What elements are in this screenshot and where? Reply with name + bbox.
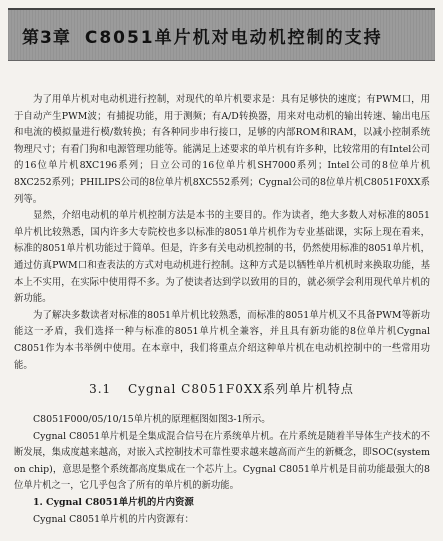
subsection-title: 1. Cygnal C8051单片机的片内资源 [33,496,194,508]
paragraph: Cygnal C8051单片机是全集成混合信号在片系统单片机。在片系统是随着半导体生产技术的不断发展，集成度越来越高，对嵌入式控制技术可靠性要求越来越高而产生的新概念，即SOC(system on chip)，意思是整个系统都高度集成在一个芯片上。Cygnal C8051单片机是目前功能最强大的8位单片机之一，它几乎包含了所有的单片机的新功能。 [14,430,430,492]
paragraph: C8051F000/05/10/15单片机的原理框图如图3-1所示。 [33,414,271,425]
paragraph: Cygnal C8051单片机的片内资源有： [33,513,194,525]
section-text [14,412,430,528]
section-heading [0,380,443,397]
chapter-title: C8051单片机对电动机控制的支持 [84,27,383,48]
paragraph: 显然，介绍电动机的单片机控制方法是本书的主要目的。作为读者，绝大多数人对标准的8051单片机比较熟悉，国内许多大专院校也多以标准的8051单片机作为专业基础课，实际上现在看来，标准的8051单片机功能过于简单。但是，许多有关电动机控制的书，仍然使用标准的8051单片机，通过仿真PWM口和查表法的方式对电动机进行控制。这种方式是以牺牲单片机机时来换取功能，基本上不实用，在实际中使用得不多。为了使读者达到学以致用的目的，就必须学会利用现代单片机的新功能。 [14,210,430,305]
chapter-banner [8,8,435,61]
chapter-label: 第3章 [22,27,71,48]
paragraph: 为了解决多数读者对标准的8051单片机比较熟悉，而标准的8051单片机又不具备PWM等新功能这一矛盾，我们选择一种与标准的8051单片机全兼容，并且具有新功能的8位单片机Cygnal C8051作为本书举例中使用。在本章中，我们将重点介绍这种单片机在电动机控制中的一些常用功能。 [14,309,430,371]
paragraph: 为了用单片机对电动机进行控制，对现代的单片机要求是：具有足够快的速度；有PWM口，用于自动产生PWM波；有捕捉功能，用于测频；有A/D转换器，用来对电动机的输出转速、输出电压和电流的模拟量进行模/数转换；有各种同步串行接口，足够的内部ROM和RAM，以减小控制系统物理尺寸；有看门狗和电源管理功能等。能满足上述要求的单片机有许多种，比较常用的有Intel公司的16位单片机8XC196系列；日立公司的16位单片机SH7000系列；Intel公司的8位单片机8XC252系列；PHILIPS公司的8位单片机8XC552系列；Cygnal公司的8位单片机C8051F0XX系列等。 [14,94,430,205]
section-title: Cygnal C8051F0XX系列单片机特点 [127,382,354,396]
intro-text [14,92,430,374]
section-number: 3.1 [89,382,112,396]
